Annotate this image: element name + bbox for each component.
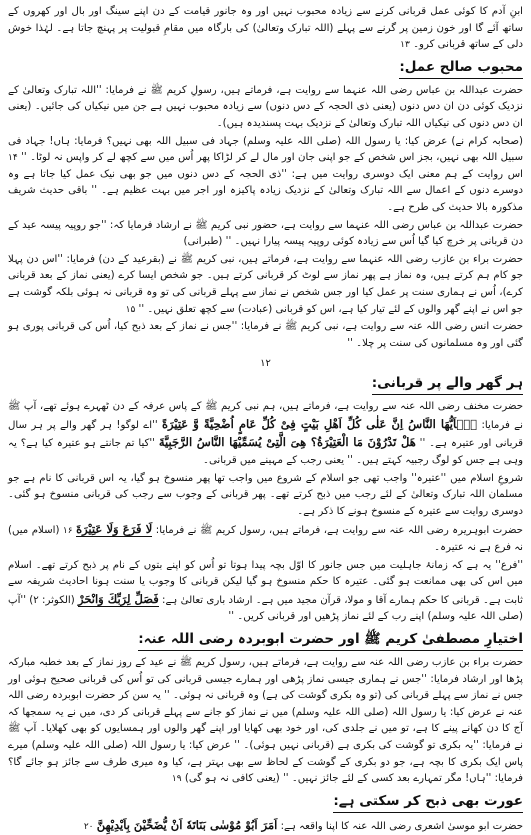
footnote-ref: ۱۳ — [400, 40, 410, 51]
paragraph-translation-2: ''کیا تم جانتے ہو عتیرہ کیا ہے؟ یہ وہی ہے جس کو لوگ رجبیہ کہتے ہیں۔ '' یعنی رجب کے مہینے میں قربانی۔ — [8, 438, 523, 467]
paragraph-translation: (الکوثر: ۲) ''آپ (صلی اللہ علیہ وسلم) اپنے رب کے لئے نماز پڑھیں اور قربانی کریں۔ '' — [8, 594, 523, 623]
heading-sacrifice-per-household: ہر گھر والے پر قربانی: — [372, 373, 523, 395]
paragraph-2: حضرت عبداللہ بن عباس رضی اللہ عنہما سے روایت ہے، فرماتے ہیں، رسولِ کریم ﷺ نے فرمایا: ''اللہ تبارک وتعالیٰ کے نزدیک کوئی دن ان دس دنوں (یعنی ذی الحجہ کے دس دنوں) سے زیادہ محبوب نہیں ہے جن میں نیکیاں کی جائیں۔ (یعنی ان دس دنوں کی نیکیاں اللہ تبارک وتعالیٰ کے نزدیک بہت پسندیدہ ہیں)۔ — [8, 84, 523, 129]
arabic-hadith-text: اَمَرَ اَبُوْ مُوْسٰی بَنَاتَهٗ اَنْ یُّضَحِّیْنَ بِاَیْدِیْهِنَّ — [96, 817, 278, 832]
paragraph-text: حضرت براء بن عازب رضی اللہ عنہما سے روایت ہے، فرماتے ہیں، نبی کریم ﷺ نے (بقرعید کے دن) فرمایا: ''اس دن پہلا جو کام ہم کرتے ہیں، وہ نماز ہے پھر نماز سے لوٹ کر قربانی کرتے ہیں۔ جو شخص ایسا کرے (یعنی نماز کے بعد قربانی کرے)، اُس نے ہماری سنت پر عمل کیا اور جس شخص نے نماز سے پہلے قربانی کی تو وہ قربانی نہ ہوئی بلکہ گوشت ہے جو اس نے اپنے گھر والوں کے لئے تیار کیا ہے، اس کو قربانی (عبادت) سے کچھ تعلق نہیں۔ '' — [8, 253, 523, 315]
heading-woman-may-slaughter: عورت بھی ذبح کر سکتی ہے: — [333, 791, 523, 813]
footnote-ref: ۱۴ — [8, 153, 18, 164]
paragraph-translation: ''اے لوگو! ہر گھر والے پر ہر سال قربانی اور عتیرہ ہے۔ '' — [8, 419, 523, 450]
paragraph-text: ابنِ آدم کا کوئی عمل قربانی کرنے سے زیادہ محبوب نہیں اور وہ جانور قیامت کے دن اپنے سینگ اور بال اور کھروں کے ساتھ آئے گا اور خون زمین پر گرنے سے پہلے (اللہ تبارک وتعالیٰ) کی بارگاہ میں مقامِ قبولیت پر پہنچ جاتا ہے۔ لہٰذا خوش دلی کے ساتھ قربانی کرو۔ — [8, 6, 523, 51]
paragraph-text: حضرت ابو موسیٰ اشعری رضی اللہ عنہ کا اپنا واقعہ ہے: — [280, 820, 523, 832]
quran-verse: فَصَلِّ لِرَبِّكَ وَانْحَرْ — [78, 591, 159, 606]
paragraph-5 — [8, 252, 523, 318]
paragraph-3 — [8, 134, 523, 217]
footnote-ref: ۱۶ — [62, 526, 73, 537]
arabic-hadith-text: یٰۤاَیُّهَا النَّاسُ اِنَّ عَلٰی كُلِّ اَهْلِ بَیْتٍ فِیْ كُلِّ عَامٍ اُضْحِیَّةً وَّ عَتِیْرَةً — [162, 416, 478, 431]
paragraph-text-continued: اس روایت کے ہم معنی ایک دوسری روایت میں ہے: ''ذی الحجہ کے دس دنوں میں جو بھی نیک عمل کیا جاتا ہے وہ دوسرے دنوں کے اعمال سے اللہ تبارک وتعالیٰ کے نزدیک زیادہ پاکیزہ اور اجر میں بہت عظیم ہے۔ '' باقی حدیث شریف مذکورہ بالا حدیث کی طرح ہے۔ — [8, 168, 523, 213]
page-number: ۱۲ — [260, 358, 271, 370]
footnote-ref: ۱۵ — [125, 304, 136, 315]
paragraph-8: شروعِ اسلام میں ''عتیرہ'' واجب تھی جو اسلام کے شروع میں واجب تھا پھر منسوخ ہو گیا، یہ اس قربانی کا نام ہے جو مسلمان اللہ تبارک وتعالیٰ کے لئے رجب میں ذبح کرتے تھے۔ پھر قربانی کے وجوب سے رجب کی قربانی منسوخ ہو گئی۔ دوسری روایت سے عتیرہ کے منسوخ ہونے کا ذکر ہے۔ — [8, 472, 523, 517]
paragraph-10 — [8, 558, 523, 626]
paragraph-1 — [8, 4, 523, 54]
paragraph-text: (صحابہ کرام نے) عرض کیا: یا رسول اللہ (صلی اللہ علیہ وسلم) جہاد فی سبیل اللہ بھی نہیں؟ فرمایا: ہاں! جہاد فی سبیل اللہ بھی نہیں، بجز اس شخص کے جو اپنی جان اور مال لے کر لڑاکا پھر اُس میں سے کچھ لے کر واپس نہ لوٹا۔ '' — [8, 135, 523, 164]
paragraph-11 — [8, 655, 523, 788]
arabic-hadith-text-2: هَلْ تَدْرُوْنَ مَا الْعَتِیْرَةُ؟ هِیَ الَّتِیْ یُسَمِّیْهَا النَّاسُ الرَّجَبِیَّةَ — [158, 435, 416, 450]
footnote-ref: ۱۹ — [171, 774, 182, 785]
heading-choice-of-prophet: اختیارِ مصطفیٰ کریم ﷺ اور حضرت ابوبردہ رضی اللہ عنہ: — [138, 629, 523, 651]
paragraph-6: حضرت انس رضی اللہ عنہ سے روایت ہے، نبی کریم ﷺ نے فرمایا: ''جس نے نماز کے بعد ذبح کیا، اُس کی قربانی پوری ہو گئی اور وہ مسلمانوں کی سنت پر چلا۔ '' — [8, 321, 523, 349]
footnote-ref: ۲۰ — [83, 821, 94, 832]
paragraph-7 — [8, 399, 523, 469]
arabic-hadith-text: لَا فَرَعَ وَلَا عَتِیْرَةَ — [76, 522, 153, 537]
paragraph-text: حضرت ابوہریرہ رضی اللہ عنہ سے روایت ہے، فرماتے ہیں، رسول کریم ﷺ نے فرمایا: — [155, 525, 523, 537]
paragraph-text: حضرت مخنف رضی اللہ عنہ سے روایت ہے، فرماتے ہیں، ہم نبی کریم ﷺ کے پاس عرفہ کے دن ٹھہرے ہوئے تھے، آپ ﷺ نے فرمایا: — [8, 401, 523, 431]
heading-beloved-deed: محبوب صالح عمل: — [399, 57, 523, 79]
paragraph-9 — [8, 521, 523, 556]
paragraph-translation: (اسلام میں) نہ فرع ہے نہ عتیرہ۔ — [8, 525, 523, 554]
paragraph-text: حضرت براء بن عازب رضی اللہ عنہ سے روایت ہے، فرماتے ہیں، رسول کریم ﷺ نے عید کے روز نماز کے بعد خطبہ مبارکہ پڑھا اور ارشاد فرمایا: ''جس نے ہماری جیسی نماز پڑھی اور ہمارے جیسی قربانی کی تو اُس کی قربانی صحیح ہوئی اور جس نے نماز سے پہلے قربانی کی (تو وہ بکری گوشت کی ہے) وہ قربانی نہ ہوئی۔ '' یہ سن کر حضرت ابوبردہ رضی اللہ عنہ نے عرض کیا: یا رسول اللہ (صلی اللہ علیہ وسلم) میں نے نماز کو جانے سے پہلے قربانی کر دی، میں نے یہ سمجھا کہ آج کا دن کھانے پینے کا ہے، تو میں نے جلدی کی، اور خود بھی کھایا اور اپنے گھر والوں اور ہمسایوں کو بھی کھلایا۔ آپ ﷺ نے فرمایا: ''یہ بکری تو گوشت کی بکری ہے (قربانی نہیں ہوئی)۔ '' عرض کیا: یا رسول اللہ (صلی اللہ علیہ وسلم) میرے پاس ایک بکری کا بچہ ہے، جو دو بکری کے گوشت کے لحاظ سے بھی بہتر ہے، کیا وہ میری طرف سے جائز ہو جائے گا؟ فرمایا: ''ہاں! مگر تمہارے بعد کسی کے لئے جائز نہیں۔ '' (یعنی کافی نہ ہو گی) — [8, 657, 523, 785]
paragraph-4: حضرت عبداللہ بن عباس رضی اللہ عنہما سے روایت ہے، حضور نبی کریم ﷺ نے ارشاد فرمایا کہ: ''جو روپیہ پیسہ عید کے دن قربانی پر خرچ کیا گیا اُس سے زیادہ کوئی روپیہ پیسہ پیارا نہیں۔ '' (طبرانی) — [8, 219, 523, 248]
paragraph-text: ''فرع'' یہ ہے کہ زمانۂ جاہلیت میں جس جانور کا اوّل بچہ پیدا ہوتا تو اُس کو اپنے بتوں کے نام پر ذبح کرتے تھے۔ اسلام میں اس کی بھی ممانعت ہو گئی۔ عتیرہ کا حکم منسوخ ہو گیا لیکن قربانی کا وجوب یا سنت ہونا احادیث شریفہ سے ثابت ہے۔ قربانی کا حکم ہمارے آقا و مولا، قرآن مجید میں ہے۔ ارشاد باری تعالیٰ ہے: — [8, 559, 523, 606]
paragraph-12 — [8, 817, 523, 835]
